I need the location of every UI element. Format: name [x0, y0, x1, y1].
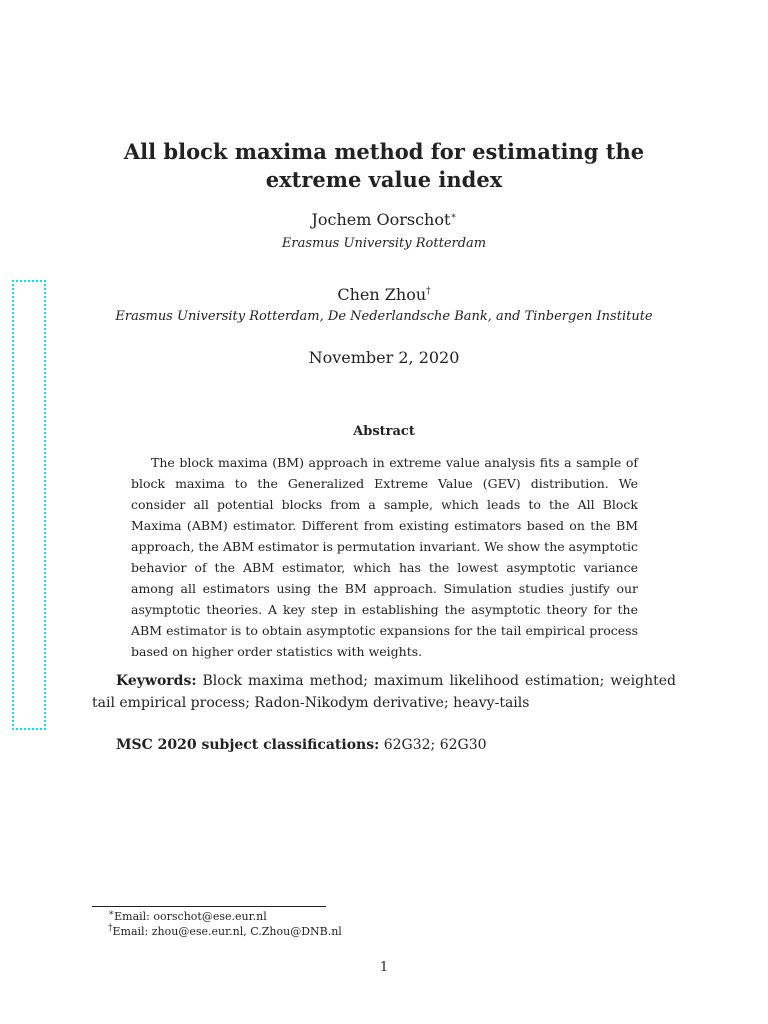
- page-number: 1: [379, 960, 389, 975]
- keywords-section: [92, 670, 676, 714]
- msc-label: MSC 2020 subject classifications:: [116, 737, 380, 753]
- abstract-body: The block maxima (BM) approach in extreme value analysis fits a sample of block maxima to the Generalized Extreme Value (GEV) distribution. We consider all potential blocks from a sample, which leads to the All Block Maxima (ABM) estimator. Different from existing estimators based on the BM approach, the ABM estimator is permutation invariant. We show the asymptotic behavior of the ABM estimator, which has the lowest asymptotic variance among all estimators using the BM approach. Simulation studies justify our asymptotic theories. A key step in establishing the asymptotic theory for the ABM estimator is to obtain asymptotic expansions for the tail empirical process based on higher order statistics with weights.: [131, 455, 638, 659]
- footnote-1: [108, 910, 267, 923]
- footnote-1-text: Email: oorschot@ese.eur.nl: [114, 910, 267, 923]
- publication-date: November 2, 2020: [308, 348, 460, 367]
- author-1-affiliation: Erasmus University Rotterdam: [281, 236, 487, 251]
- footnote-2: [108, 925, 342, 938]
- author-2: [0, 285, 768, 304]
- paper-title: All block maxima method for estimating the extreme value index: [123, 139, 645, 192]
- msc-codes: 62G32; 62G30: [383, 737, 487, 753]
- keywords-text: Block maxima method; maximum likelihood estimation; weighted tail empirical process; Radon-Nikodym derivative; heavy-tails: [92, 673, 676, 711]
- author-1-mark: ∗: [450, 211, 457, 222]
- author-1: [0, 210, 768, 229]
- author-2-affiliation: Erasmus University Rotterdam, De Nederlandsche Bank, and Tinbergen Institute: [115, 309, 653, 324]
- msc-section: [116, 737, 487, 753]
- author-2-name: Chen Zhou: [337, 285, 427, 304]
- keywords-label: Keywords:: [116, 673, 197, 689]
- abstract-heading: Abstract: [353, 424, 415, 439]
- author-2-mark: †: [426, 286, 431, 297]
- author-1-name: Jochem Oorschot: [311, 210, 451, 229]
- footnote-2-text: Email: zhou@ese.eur.nl, C.Zhou@DNB.nl: [112, 925, 342, 938]
- footnote-2-mark: †: [108, 923, 113, 934]
- footnote-1-mark: ∗: [108, 908, 115, 919]
- footnote-rule: [92, 906, 326, 907]
